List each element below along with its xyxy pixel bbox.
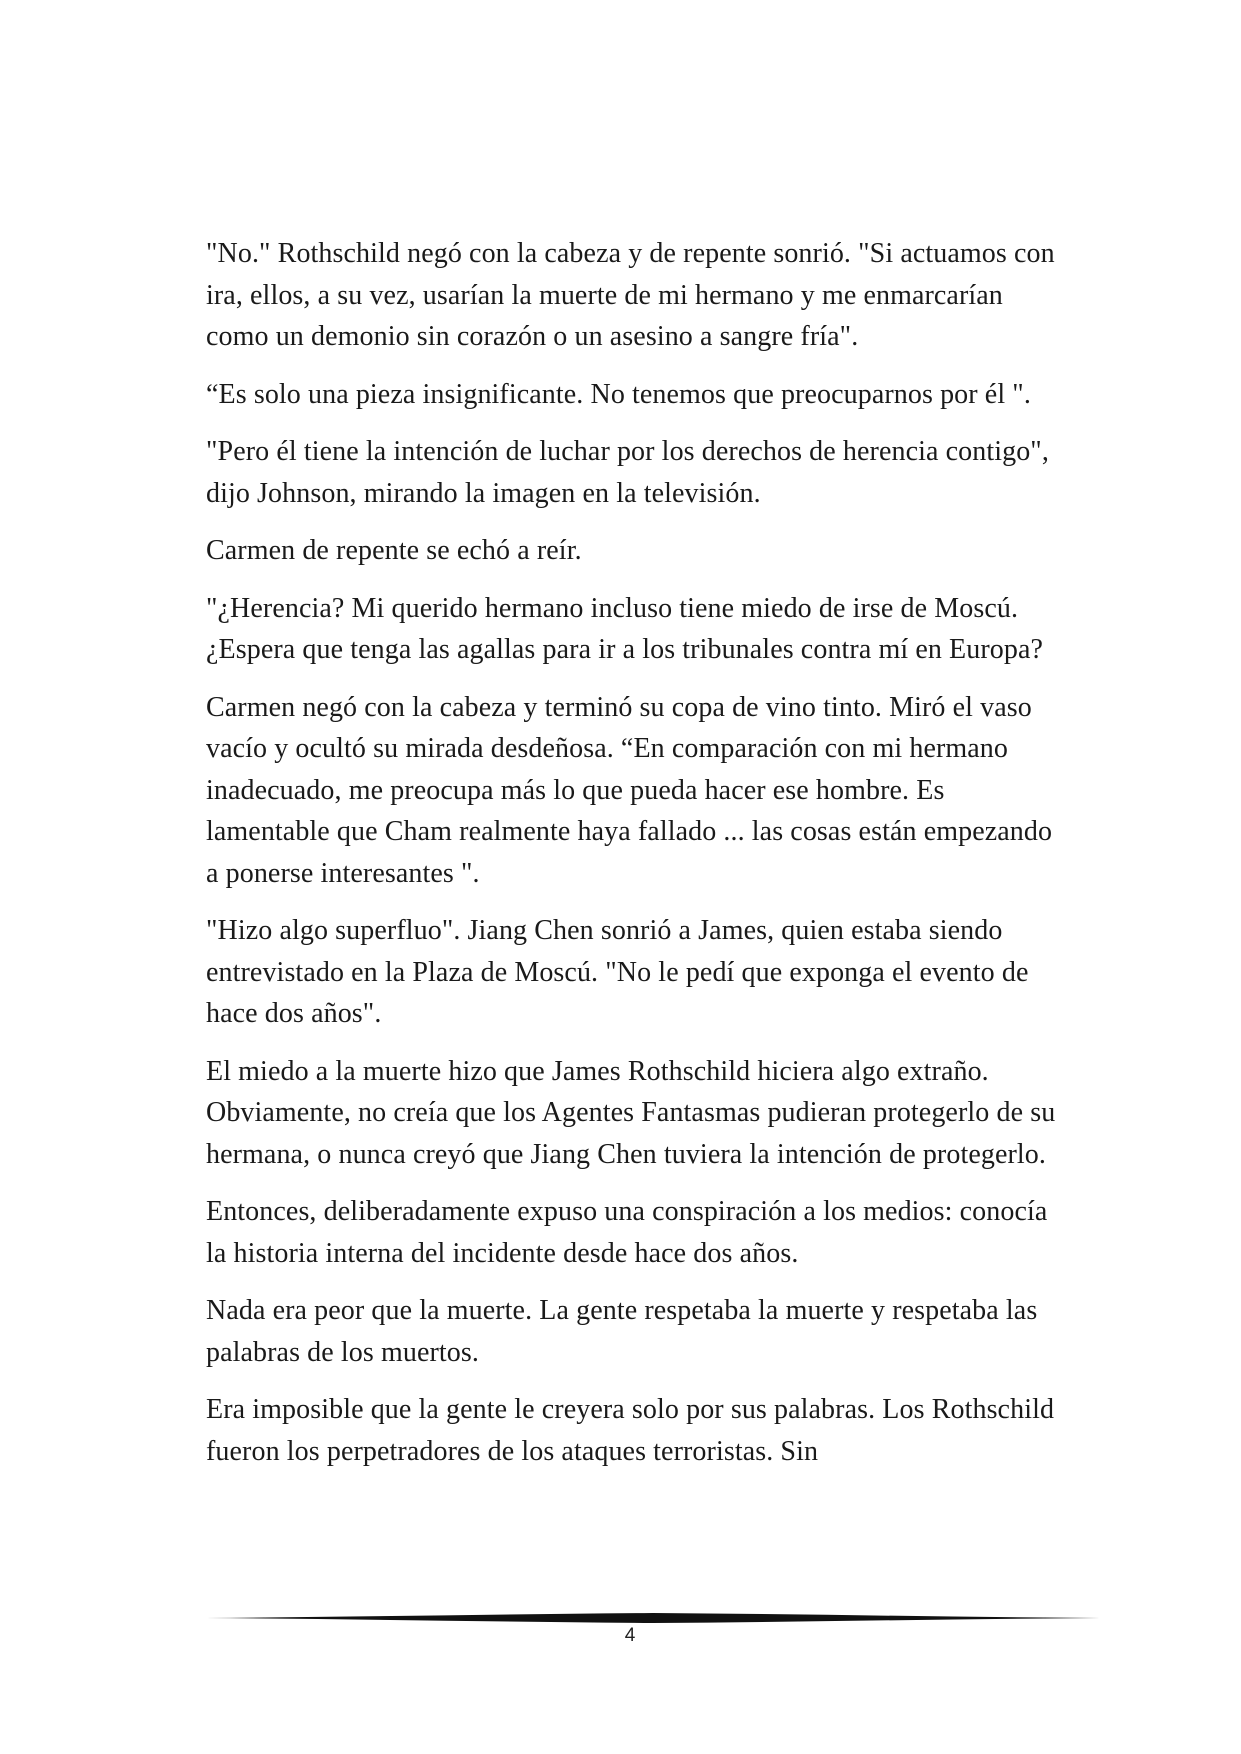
paragraph: “Es solo una pieza insignificante. No tenemos que preocuparnos por él ". (206, 378, 1031, 410)
paragraph: Nada era peor que la muerte. La gente respetaba la muerte y respetaba las palabras de los muertos. (206, 1295, 1038, 1368)
body-text (206, 233, 1066, 1488)
footer-divider (206, 1611, 1100, 1625)
paragraph: Carmen de repente se echó a reír. (206, 535, 582, 566)
paragraph: "No." Rothschild negó con la cabeza y de repente sonrió. "Si actuamos con ira, ellos, a su vez, usarían la muerte de mi hermano y me enmarcarían como un demonio sin corazón o un asesino a sangre fría". (206, 238, 1055, 352)
paragraph: Entonces, deliberadamente expuso una conspiración a los medios: conocía la historia interna del incidente desde hace dos años. (206, 1196, 1048, 1269)
paragraph: "Pero él tiene la intención de luchar por los derechos de herencia contigo", dijo Johnson, mirando la imagen en la televisión. (206, 436, 1049, 509)
paragraph: Carmen negó con la cabeza y terminó su copa de vino tinto. Miró el vaso vacío y ocultó su mirada desdeñosa. “En comparación con mi hermano inadecuado, me preocupa más lo que pueda hacer ese hombre. Es lamentable que Cham realmente haya fallado ... las cosas están empezando a ponerse interesantes ". (206, 691, 1053, 889)
paragraph: "Hizo algo superfluo". Jiang Chen sonrió a James, quien estaba siendo entrevistado en la Plaza de Moscú. "No le pedí que exponga el evento de hace dos años". (206, 915, 1029, 1029)
page-number: 4 (624, 1625, 636, 1646)
paragraph: Era imposible que la gente le creyera solo por sus palabras. Los Rothschild fueron los perpetradores de los ataques terroristas. Sin (206, 1394, 1055, 1467)
paragraph: "¿Herencia? Mi querido hermano incluso tiene miedo de irse de Moscú. ¿Espera que tenga las agallas para ir a los tribunales contra mí en Europa? (206, 592, 1044, 665)
paragraph: El miedo a la muerte hizo que James Rothschild hiciera algo extraño. Obviamente, no creía que los Agentes Fantasmas pudieran protegerlo de su hermana, o nunca creyó que Jiang Chen tuviera la intención de protegerlo. (206, 1055, 1056, 1170)
